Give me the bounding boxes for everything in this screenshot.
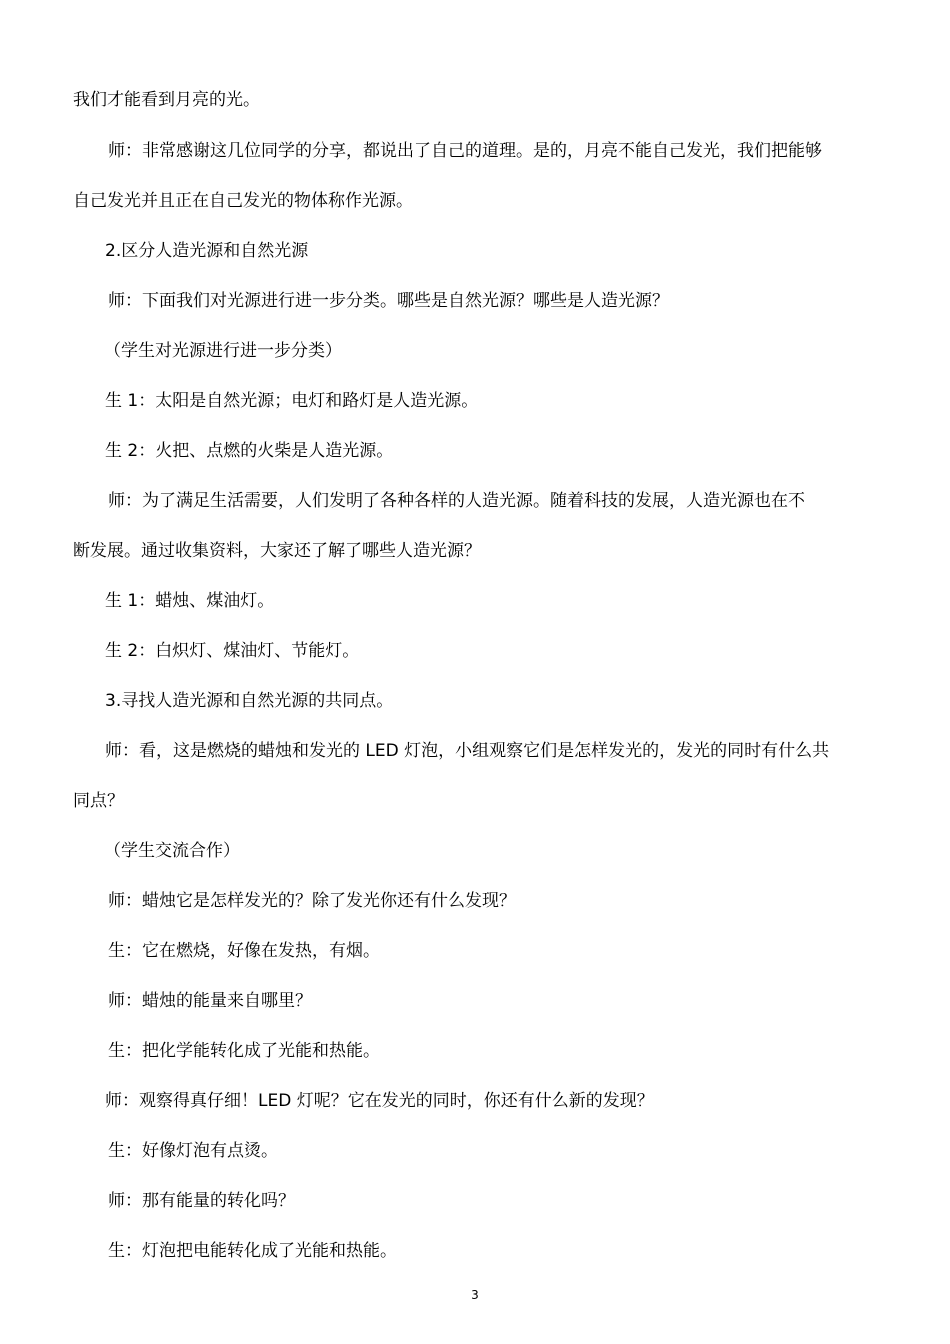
paragraph-text: 我们才能看到月亮的光。	[73, 90, 260, 110]
paragraph-text: （学生交流合作）	[104, 841, 240, 861]
paragraph-text: 生：它在燃烧，好像在发热，有烟。	[108, 941, 380, 961]
paragraph-text: 生 1：太阳是自然光源；电灯和路灯是人造光源。	[105, 391, 479, 411]
paragraph-text: 自己发光并且正在自己发光的物体称作光源。	[73, 191, 413, 211]
paragraph-text: 师：蜡烛它是怎样发光的？除了发光你还有什么发现？	[108, 891, 516, 911]
paragraph-text: 师：下面我们对光源进行进一步分类。哪些是自然光源？哪些是人造光源？	[108, 291, 669, 311]
paragraph-text: 师：蜡烛的能量来自哪里？	[108, 991, 312, 1011]
paragraph-text: 生 2：白炽灯、煤油灯、节能灯。	[105, 641, 360, 661]
page-number: 3	[471, 1288, 479, 1302]
paragraph-text: 生：好像灯泡有点烫。	[108, 1141, 278, 1161]
paragraph-text: 生：灯泡把电能转化成了光能和热能。	[108, 1241, 397, 1261]
paragraph-text: 师：非常感谢这几位同学的分享，都说出了自己的道理。是的，月亮不能自己发光，我们把能够	[108, 141, 822, 161]
paragraph-text: 师：观察得真仔细！LED 灯呢？它在发光的同时，你还有什么新的发现？	[105, 1091, 654, 1111]
paragraph-text: 断发展。通过收集资料，大家还了解了哪些人造光源？	[73, 541, 481, 561]
paragraph-text: 同点？	[73, 791, 124, 811]
paragraph-text: 师：那有能量的转化吗？	[108, 1191, 295, 1211]
section-heading: 2.区分人造光源和自然光源	[105, 241, 309, 261]
paragraph-text: 生 1：蜡烛、煤油灯。	[105, 591, 275, 611]
paragraph-text: 师：为了满足生活需要，人们发明了各种各样的人造光源。随着科技的发展，人造光源也在不	[108, 491, 805, 511]
paragraph-text: 师：看，这是燃烧的蜡烛和发光的 LED 灯泡，小组观察它们是怎样发光的，发光的同时有什么共	[105, 741, 830, 761]
paragraph-text: 生 2：火把、点燃的火柴是人造光源。	[105, 441, 394, 461]
paragraph-text: （学生对光源进行进一步分类）	[104, 341, 342, 361]
paragraph-text: 生：把化学能转化成了光能和热能。	[108, 1041, 380, 1061]
section-heading: 3.寻找人造光源和自然光源的共同点。	[105, 691, 394, 711]
